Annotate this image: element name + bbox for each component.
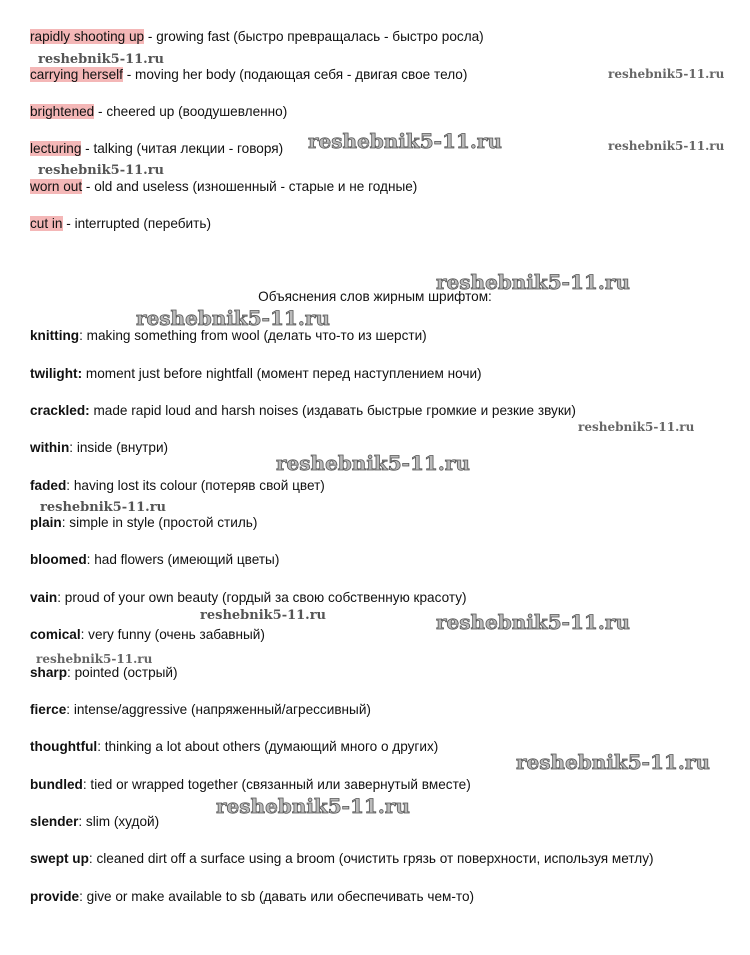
- vocab-entry: [30, 888, 474, 906]
- vocab-entry: [30, 28, 484, 46]
- watermark-text: reshebnik5-11.ru: [608, 139, 725, 153]
- definition: : thinking a lot about others (думающий много о других): [97, 739, 439, 754]
- vocab-entry: [30, 850, 654, 868]
- definition: : proud of your own beauty (гордый за свою собственную красоту): [57, 590, 467, 605]
- watermark-text: reshebnik5-11.ru: [608, 67, 725, 81]
- vocab-entry: [30, 701, 371, 719]
- watermark-text: reshebnik5-11.ru: [436, 270, 630, 294]
- vocab-entry: [30, 365, 482, 383]
- watermark-text: reshebnik5-11.ru: [40, 500, 167, 515]
- bold-term: slender: [30, 814, 79, 829]
- vocab-entry: [30, 477, 325, 495]
- definition: : give or make available to sb (давать или обеспечивать чем-то): [79, 889, 475, 904]
- watermark-text: reshebnik5-11.ru: [36, 652, 153, 666]
- vocab-entry: [30, 103, 287, 121]
- bold-term: swept up: [30, 851, 89, 866]
- definition: : slim (худой): [78, 814, 160, 829]
- watermark-text: reshebnik5-11.ru: [276, 451, 470, 475]
- highlighted-term: brightened: [30, 104, 95, 119]
- watermark-text: reshebnik5-11.ru: [516, 750, 710, 774]
- bold-term: within: [30, 440, 70, 455]
- definition: - interrupted (перебить): [62, 216, 211, 231]
- highlighted-term: worn out: [30, 179, 83, 194]
- highlighted-term: lecturing: [30, 141, 82, 156]
- definition: - old and useless (изношенный - старые и не годные): [82, 179, 418, 194]
- definition: : cleaned dirt off a surface using a broom (очистить грязь от поверхности, используя метлу): [88, 851, 654, 866]
- definition: : had flowers (имеющий цветы): [86, 552, 280, 567]
- vocab-entry: [30, 439, 168, 457]
- definition: moment just before nightfall (момент перед наступлением ночи): [82, 366, 482, 381]
- definition: : inside (внутри): [69, 440, 169, 455]
- definition: made rapid loud and harsh noises (издавать быстрые громкие и резкие звуки): [89, 403, 576, 418]
- definition: - growing fast (быстро превращалась - быстро росла): [144, 29, 484, 44]
- watermark-text: reshebnik5-11.ru: [38, 52, 165, 67]
- bold-term: comical: [30, 627, 81, 642]
- watermark-text: reshebnik5-11.ru: [578, 420, 695, 434]
- definition: : tied or wrapped together (связанный или завернутый вместе): [82, 777, 471, 792]
- bold-term: plain: [30, 515, 62, 530]
- vocab-entry: [30, 514, 257, 532]
- vocab-entry: [30, 66, 467, 84]
- definition: : pointed (острый): [67, 665, 178, 680]
- vocab-entry: [30, 664, 178, 682]
- bold-term: twilight:: [30, 366, 83, 381]
- watermark-text: reshebnik5-11.ru: [200, 608, 327, 623]
- vocab-entry: [30, 140, 283, 158]
- bold-term: knitting: [30, 328, 80, 343]
- vocab-entry: [30, 551, 279, 569]
- vocab-entry: [30, 738, 438, 756]
- highlighted-term: rapidly shooting up: [30, 29, 145, 44]
- definition: : having lost its colour (потеряв свой цвет): [66, 478, 325, 493]
- bold-term: bundled: [30, 777, 83, 792]
- bold-term: provide: [30, 889, 80, 904]
- vocab-entry: [30, 402, 576, 420]
- vocab-entry: [30, 813, 159, 831]
- bold-term: bloomed: [30, 552, 87, 567]
- definition: - moving her body (подающая себя - двигая свое тело): [122, 67, 468, 82]
- section-heading: Объяснения слов жирным шрифтом:: [258, 289, 492, 304]
- definition: : intense/aggressive (напряженный/агрессивный): [66, 702, 371, 717]
- vocab-entry: [30, 215, 211, 233]
- watermark-text: reshebnik5-11.ru: [308, 129, 502, 153]
- bold-term: faded: [30, 478, 67, 493]
- bold-term: crackled:: [30, 403, 90, 418]
- bold-term: vain: [30, 590, 58, 605]
- watermark-text: reshebnik5-11.ru: [216, 794, 410, 818]
- vocab-entry: [30, 626, 265, 644]
- bold-term: thoughtful: [30, 739, 98, 754]
- highlighted-term: cut in: [30, 216, 63, 231]
- bold-term: sharp: [30, 665, 68, 680]
- definition: : making something from wool (делать что-то из шерсти): [79, 328, 427, 343]
- bold-term: fierce: [30, 702, 67, 717]
- vocab-entry: [30, 178, 417, 196]
- definition: - talking (читая лекции - говоря): [81, 141, 284, 156]
- watermark-text: reshebnik5-11.ru: [136, 306, 330, 330]
- vocab-entry: [30, 589, 467, 607]
- definition: : very funny (очень забавный): [80, 627, 265, 642]
- watermark-text: reshebnik5-11.ru: [38, 163, 165, 178]
- highlighted-term: carrying herself: [30, 67, 123, 82]
- watermark-text: reshebnik5-11.ru: [436, 610, 630, 634]
- vocab-entry: [30, 776, 471, 794]
- definition: : simple in style (простой стиль): [61, 515, 258, 530]
- definition: - cheered up (воодушевленно): [94, 104, 288, 119]
